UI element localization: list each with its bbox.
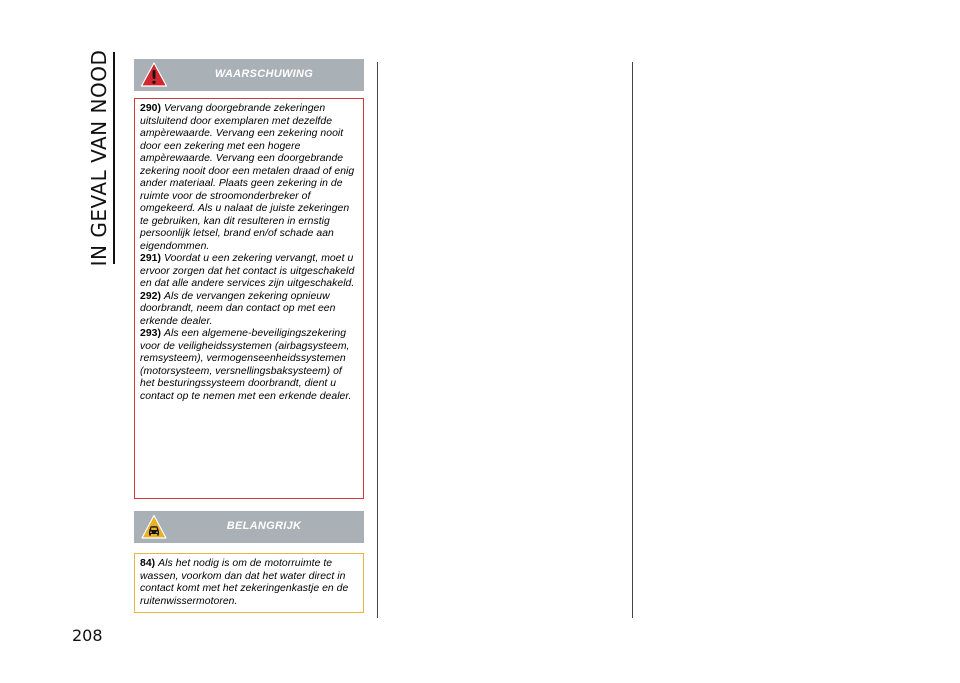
page-number: 208 [72, 626, 103, 645]
note-text: Als een algemene-beveiligingszekering voor de veiligheidssystemen (airbagsysteem, remsysteem), vermogenseenheidssystemen (motorsysteem, versnellingsbaksysteem) of het besturingssysteem doorbrandt, dient u contact op te nemen met een erkende dealer. [140, 328, 352, 402]
warning-note [140, 328, 359, 403]
note-number: 292) [140, 290, 161, 302]
warning-note [140, 103, 359, 253]
warning-note [140, 291, 359, 329]
section-title-rule [113, 52, 115, 264]
warning-banner [134, 59, 364, 91]
section-title [87, 49, 111, 267]
important-box [134, 553, 364, 613]
important-banner [134, 511, 364, 543]
column-divider-1 [377, 62, 378, 618]
important-title: BELANGRIJK [226, 520, 302, 532]
note-number: 84) [140, 558, 156, 569]
note-number: 291) [140, 253, 161, 264]
warning-box [134, 98, 364, 499]
warning-title: WAARSCHUWING [214, 68, 314, 80]
column-divider-2 [632, 62, 633, 618]
note-text: Als de vervangen zekering opnieuw doorbrandt, neem dan contact op met een erkende dealer. [140, 290, 336, 327]
note-number: 290) [140, 103, 161, 114]
section-title-text: IN GEVAL VAN NOOD [87, 49, 111, 267]
note-text: Voordat u een zekering vervangt, moet u ervoor zorgen dat het contact is uitgeschakeld en dat alle andere services zijn uitgeschakeld. [140, 253, 355, 289]
note-number: 293) [140, 328, 161, 339]
note-text: Als het nodig is om de motorruimte te wassen, voorkom dan dat het water direct in contact komt met het zekeringenkastje en de ruitenwissermotoren. [140, 558, 349, 607]
important-note [140, 558, 359, 608]
note-text: Vervang doorgebrande zekeringen uitsluitend door exemplaren met dezelfde ampèrewaarde. Vervang een zekering nooit door een zekering met een hogere ampèrewaarde. Vervang een doorgebrande zekering nooit door een metalen draad of enig ander materiaal. Plaats geen zekering in de ruimte voor de stroomonderbreker of omgekeerd. Als u nalaat de juiste zekeringen te gebruiken, kan dit resulteren in ernstig persoonlijk letsel, brand en/of schade aan eigendommen. [140, 103, 355, 252]
warning-note [140, 253, 359, 291]
